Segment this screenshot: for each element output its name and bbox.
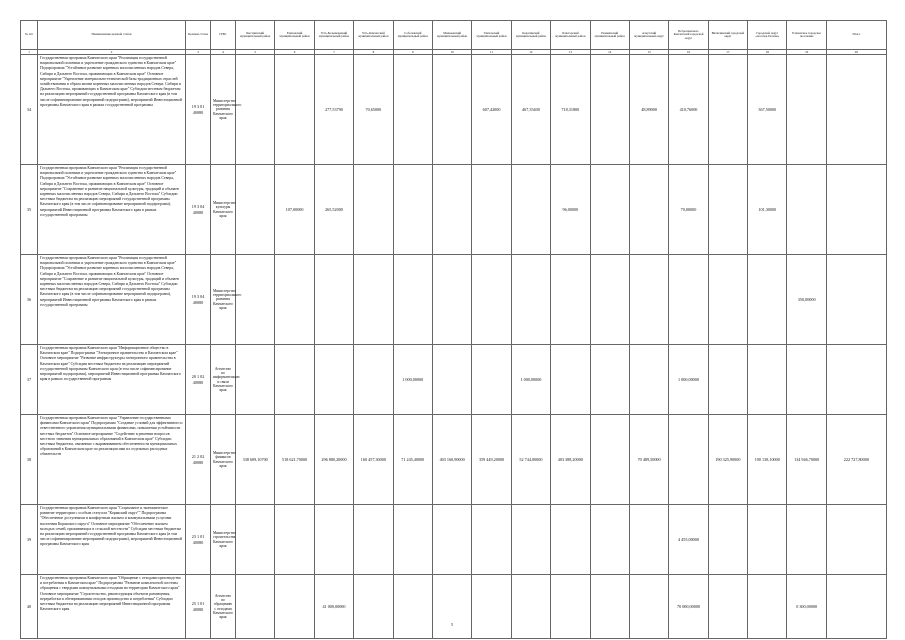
column-header: Петропавловск-Камчатский городской округ bbox=[669, 21, 708, 50]
row-number-cell: 37 bbox=[21, 345, 38, 415]
amount-cell bbox=[432, 345, 471, 415]
amount-cell bbox=[354, 505, 393, 575]
amount-cell bbox=[629, 255, 668, 345]
amount-cell bbox=[472, 255, 511, 345]
amount-cell: 296 880,20000 bbox=[314, 415, 353, 505]
column-number: 13 bbox=[551, 50, 590, 55]
amount-cell: 518 621,70000 bbox=[275, 415, 314, 505]
table-row bbox=[21, 505, 887, 575]
column-header: Пенжинский муниципальный район bbox=[590, 21, 629, 50]
amount-cell bbox=[354, 575, 393, 639]
table-header-row bbox=[21, 21, 887, 50]
amount-cell bbox=[432, 575, 471, 639]
target-code-cell: 20 1 02 40080 bbox=[186, 345, 211, 415]
amount-cell bbox=[629, 505, 668, 575]
ministry-cell: Министерство культуры Камчатского края bbox=[211, 165, 236, 255]
amount-cell: 718,31800 bbox=[551, 55, 590, 165]
ministry-cell: Агентство по обращению с отходами Камчатского края bbox=[211, 575, 236, 639]
amount-cell: 1 000,00000 bbox=[511, 345, 550, 415]
amount-cell bbox=[590, 165, 629, 255]
amount-cell bbox=[511, 165, 550, 255]
amount-cell bbox=[236, 345, 275, 415]
amount-cell: 70,65000 bbox=[354, 55, 393, 165]
amount-cell: 338 609,10700 bbox=[236, 415, 275, 505]
amount-cell: 96,00000 bbox=[551, 165, 590, 255]
budget-table bbox=[20, 20, 887, 639]
amount-cell bbox=[708, 345, 747, 415]
amount-cell bbox=[314, 255, 353, 345]
table-row bbox=[21, 345, 887, 415]
amount-cell bbox=[669, 415, 708, 505]
column-number: 19 bbox=[787, 50, 826, 55]
target-code-cell: 21 2 02 40080 bbox=[186, 415, 211, 505]
amount-cell bbox=[236, 575, 275, 639]
column-number: 20 bbox=[826, 50, 886, 55]
column-header: Олюторский муниципальный район bbox=[551, 21, 590, 50]
table-row bbox=[21, 415, 887, 505]
target-code-cell: 19 3 04 40080 bbox=[186, 165, 211, 255]
amount-cell bbox=[826, 255, 886, 345]
column-header: Усть-Камчатский муниципальный район bbox=[354, 21, 393, 50]
amount-cell: 70,00000 bbox=[669, 165, 708, 255]
amount-cell: 367,50000 bbox=[748, 55, 787, 165]
amount-cell bbox=[708, 255, 747, 345]
amount-cell bbox=[393, 55, 432, 165]
row-number-cell: 39 bbox=[21, 505, 38, 575]
amount-cell bbox=[472, 345, 511, 415]
amount-cell bbox=[314, 505, 353, 575]
amount-cell bbox=[275, 55, 314, 165]
column-header: Алеутский муниципальный округ bbox=[629, 21, 668, 50]
column-number: 10 bbox=[432, 50, 471, 55]
amount-cell bbox=[590, 505, 629, 575]
amount-cell bbox=[826, 345, 886, 415]
amount-cell bbox=[708, 505, 747, 575]
target-code-cell: 25 1 01 40080 bbox=[186, 575, 211, 639]
column-number: 7 bbox=[314, 50, 353, 55]
program-name-cell: Государственная программа Камчатского края "Реализация государственной национальной политики и укрепление гражданского единства в Камчатском крае" Подпрограмма "Устойчивое развитие коренных малочисленных народов Севера, Сибири и Дальнего Востока, проживающих в Камчатском крае" Основное мероприятие "Укрепление материально-технической базы традиционных отраслей хозяйствования и образа жизни коренных малочисленных народов Севера, Сибири и Дальнего Востока, проживающих в Камчатском крае" Субсидии местным бюджетам на реализацию мероприятий государственной программы Камчатского края (в том числе софинансирование мероприятий подпрограмм), мероприятий Инвестиционной программы Камчатского края в рамках государственной программы bbox=[38, 55, 186, 165]
amount-cell bbox=[393, 255, 432, 345]
amount-cell bbox=[275, 345, 314, 415]
amount-cell bbox=[629, 345, 668, 415]
amount-cell bbox=[787, 345, 826, 415]
column-header: Тигильский муниципальный район bbox=[472, 21, 511, 50]
amount-cell bbox=[393, 505, 432, 575]
amount-cell bbox=[551, 575, 590, 639]
amount-cell bbox=[826, 505, 886, 575]
column-header: Усть-Большерецкий муниципальный район bbox=[314, 21, 353, 50]
table-row bbox=[21, 165, 887, 255]
column-header: Вилючинский городской округ bbox=[708, 21, 747, 50]
amount-cell bbox=[275, 255, 314, 345]
column-header: Наименование целевой статьи bbox=[38, 21, 186, 50]
amount-cell bbox=[551, 505, 590, 575]
table-body bbox=[21, 50, 887, 639]
program-name-cell: Государственная программа Камчатского края "Управление государственными финансами Камчатского края" Подпрограмма "Создание условий для эффективного и ответственного управления муниципальными финансами, повышения устойчивости местных бюджетов" Основное мероприятие "Содействие в решении вопросов местного значения муниципальных образований в Камчатском крае" Субсидии местным бюджетам, связанные с выравниванием обеспеченности муниципальных образований в Камчатском крае по реализации ими их отдельных расходных обязательств bbox=[38, 415, 186, 505]
amount-cell bbox=[590, 575, 629, 639]
program-name-cell: Государственная программа Камчатского края "Реализация государственной национальной политики и укрепление гражданского единства в Камчатском крае" Подпрограмма "Устойчивое развитие коренных малочисленных народов Севера, Сибири и Дальнего Востока, проживающих в Камчатском крае" Основное мероприятие "Сохранение и развитие национальной культуры, традиций и обычаев коренных малочисленных народов Севера, Сибири и Дальнего Востока" Субсидии местным бюджетам на реализацию мероприятий государственной программы Камчатского края (в том числе софинансирование мероприятий подпрограмм), мероприятий Инвестиционной программы Камчатского края в рамках государственной программы bbox=[38, 255, 186, 345]
amount-cell bbox=[236, 255, 275, 345]
amount-cell bbox=[511, 505, 550, 575]
amount-cell: 71 245,40000 bbox=[393, 415, 432, 505]
amount-cell bbox=[748, 255, 787, 345]
amount-cell: 467,35400 bbox=[511, 55, 550, 165]
column-number: 4 bbox=[211, 50, 236, 55]
amount-cell: 350,00000 bbox=[787, 255, 826, 345]
program-name-cell: Государственная программа Камчатского края "Реализация государственной национальной политики и укрепление гражданского единства в Камчатском крае" Подпрограмма "Устойчивое развитие коренных малочисленных народов Севера, Сибири и Дальнего Востока, проживающих в Камчатском крае" Основное мероприятие "Сохранение и развитие национальной культуры, традиций и обычаев коренных малочисленных народов Севера, Сибири и Дальнего Востока" Субсидии местным бюджетам на реализацию мероприятий государственной программы Камчатского края (в том числе софинансирование мероприятий подпрограмм), мероприятий Инвестиционной программы Камчатского края в рамках государственной программы bbox=[38, 165, 186, 255]
column-number: 1 bbox=[21, 50, 38, 55]
table-row bbox=[21, 255, 887, 345]
amount-cell bbox=[511, 575, 550, 639]
amount-cell bbox=[669, 255, 708, 345]
amount-cell bbox=[787, 165, 826, 255]
amount-cell bbox=[472, 165, 511, 255]
column-header: Целевая статья bbox=[186, 21, 211, 50]
column-header: Карагинский муниципальный район bbox=[511, 21, 550, 50]
amount-cell bbox=[472, 505, 511, 575]
amount-cell bbox=[590, 415, 629, 505]
target-code-cell: 19 3 04 40080 bbox=[186, 255, 211, 345]
amount-cell bbox=[629, 165, 668, 255]
column-number: 12 bbox=[511, 50, 550, 55]
amount-cell: 265,52000 bbox=[314, 165, 353, 255]
column-header: Елизовское городское поселение bbox=[787, 21, 826, 50]
amount-cell bbox=[275, 575, 314, 639]
column-header: № п/п bbox=[21, 21, 38, 50]
amount-cell: 190 325,90000 bbox=[708, 415, 747, 505]
amount-cell: 70 000,00000 bbox=[669, 575, 708, 639]
amount-cell: 403 388,20000 bbox=[551, 415, 590, 505]
column-number: 11 bbox=[472, 50, 511, 55]
amount-cell bbox=[590, 345, 629, 415]
amount-cell bbox=[432, 55, 471, 165]
amount-cell bbox=[748, 345, 787, 415]
amount-cell bbox=[393, 575, 432, 639]
amount-cell: 0 300,00000 bbox=[787, 575, 826, 639]
ministry-cell: Министерство финансов Камчатского края bbox=[211, 415, 236, 505]
column-number: 9 bbox=[393, 50, 432, 55]
table-row bbox=[21, 55, 887, 165]
amount-cell bbox=[432, 505, 471, 575]
amount-cell bbox=[354, 255, 393, 345]
amount-cell bbox=[748, 575, 787, 639]
amount-cell: 359 449,20000 bbox=[472, 415, 511, 505]
column-number: 8 bbox=[354, 50, 393, 55]
amount-cell bbox=[787, 55, 826, 165]
column-header: Соболевский муниципальный район bbox=[393, 21, 432, 50]
column-header: Итого bbox=[826, 21, 886, 50]
row-number-cell: 35 bbox=[21, 165, 38, 255]
amount-cell bbox=[551, 255, 590, 345]
amount-cell: 190 138,10000 bbox=[748, 415, 787, 505]
amount-cell: 607,42000 bbox=[472, 55, 511, 165]
amount-cell bbox=[236, 165, 275, 255]
row-number-cell: 36 bbox=[21, 255, 38, 345]
amount-cell bbox=[590, 55, 629, 165]
amount-cell bbox=[354, 165, 393, 255]
column-number: 14 bbox=[590, 50, 629, 55]
amount-cell: 1 000,00000 bbox=[393, 345, 432, 415]
column-number: 17 bbox=[708, 50, 747, 55]
amount-cell bbox=[708, 55, 747, 165]
column-number: 15 bbox=[629, 50, 668, 55]
column-number: 3 bbox=[186, 50, 211, 55]
column-number: 2 bbox=[38, 50, 186, 55]
column-number: 16 bbox=[669, 50, 708, 55]
column-header: ГРБС bbox=[211, 21, 236, 50]
amount-cell bbox=[314, 345, 353, 415]
program-name-cell: Государственная программа Камчатского края "Информационное общество в Камчатском крае" Подпрограмма "Электронное правительство в Камчатском крае" Основное мероприятие "Развитие инфраструктуры электронного правительства в Камчатском крае" Субсидии местным бюджетам на реализацию мероприятий государственной программы Камчатского края (в том числе софинансирование мероприятий подпрограмм), мероприятий Инвестиционной программы Камчатского края в рамках государственной программы bbox=[38, 345, 186, 415]
program-name-cell: Государственная программа Камчатского края "Обращение с отходами производства и потребления в Камчатском крае" Подпрограмма "Развитие комплексной системы обращения с твердыми коммунальными отходами на территории Камчатского края" Основное мероприятие "Строительство, реконструкция объектов размещения, переработки и обезвреживания отходов производства и потребления" Субсидии местным бюджетам на реализацию мероприятий Инвестиционной программы Камчатского края bbox=[38, 575, 186, 639]
row-number-cell: 34 bbox=[21, 55, 38, 165]
table-row bbox=[21, 575, 887, 639]
amount-cell: 4 455,00000 bbox=[669, 505, 708, 575]
amount-cell: 160 457,30000 bbox=[354, 415, 393, 505]
amount-cell: 107,00000 bbox=[275, 165, 314, 255]
amount-cell bbox=[393, 165, 432, 255]
amount-cell: 1 000,00000 bbox=[669, 345, 708, 415]
amount-cell bbox=[748, 505, 787, 575]
ministry-cell: Агентство по информатизации и связи Камчатского края bbox=[211, 345, 236, 415]
amount-cell bbox=[629, 575, 668, 639]
amount-cell bbox=[275, 505, 314, 575]
amount-cell bbox=[708, 575, 747, 639]
page-number: 5 bbox=[451, 622, 453, 627]
ministry-cell: Министерство строительства Камчатского края bbox=[211, 505, 236, 575]
row-number-cell: 38 bbox=[21, 415, 38, 505]
program-name-cell: Государственная программа Камчатского края "Социальное и экономическое развитие территории с особым статусом "Корякский округ"" Подпрограмма "Обеспечение доступными и комфортным жильем и коммунальными услугами населения Корякского округа" Основное мероприятие "Обеспечение жильем молодых семей, проживающих в сельской местности" Субсидии местным бюджетам на реализацию мероприятий государственной программы Камчатского края (в том числе софинансирование мероприятий подпрограмм), мероприятий Инвестиционной программы Камчатского края bbox=[38, 505, 186, 575]
amount-cell bbox=[787, 505, 826, 575]
amount-cell: 277,53790 bbox=[314, 55, 353, 165]
amount-cell bbox=[708, 165, 747, 255]
amount-cell bbox=[826, 575, 886, 639]
amount-cell bbox=[472, 575, 511, 639]
amount-cell: 52 744,00000 bbox=[511, 415, 550, 505]
column-header: Быстринский муниципальный район bbox=[236, 21, 275, 50]
amount-cell bbox=[826, 165, 886, 255]
column-number: 6 bbox=[275, 50, 314, 55]
column-number: 18 bbox=[748, 50, 787, 55]
amount-cell bbox=[432, 165, 471, 255]
amount-cell: 403 160,90000 bbox=[432, 415, 471, 505]
column-header: Мильковский муниципальный район bbox=[432, 21, 471, 50]
amount-cell: 70 489,50000 bbox=[629, 415, 668, 505]
row-number-cell: 40 bbox=[21, 575, 38, 639]
amount-cell bbox=[590, 255, 629, 345]
ministry-cell: Министерство территориального развития Камчатского края bbox=[211, 255, 236, 345]
amount-cell: 41 000,00000 bbox=[314, 575, 353, 639]
amount-cell bbox=[826, 55, 886, 165]
target-code-cell: 19 3 01 40080 bbox=[186, 55, 211, 165]
amount-cell: 101,30000 bbox=[748, 165, 787, 255]
target-code-cell: 23 1 01 40080 bbox=[186, 505, 211, 575]
column-header: Городской округ «поселок Палана» bbox=[748, 21, 787, 50]
column-number: 5 bbox=[236, 50, 275, 55]
amount-cell bbox=[236, 505, 275, 575]
amount-cell bbox=[354, 345, 393, 415]
amount-cell: 410,76000 bbox=[669, 55, 708, 165]
amount-cell: 48,89000 bbox=[629, 55, 668, 165]
column-header: Елизовский муниципальный район bbox=[275, 21, 314, 50]
amount-cell bbox=[432, 255, 471, 345]
amount-cell: 134 946,70000 bbox=[787, 415, 826, 505]
amount-cell bbox=[551, 345, 590, 415]
ministry-cell: Министерство территориального развития Камчатского края bbox=[211, 55, 236, 165]
amount-cell: 222 727,80000 bbox=[826, 415, 886, 505]
amount-cell bbox=[236, 55, 275, 165]
amount-cell bbox=[511, 255, 550, 345]
